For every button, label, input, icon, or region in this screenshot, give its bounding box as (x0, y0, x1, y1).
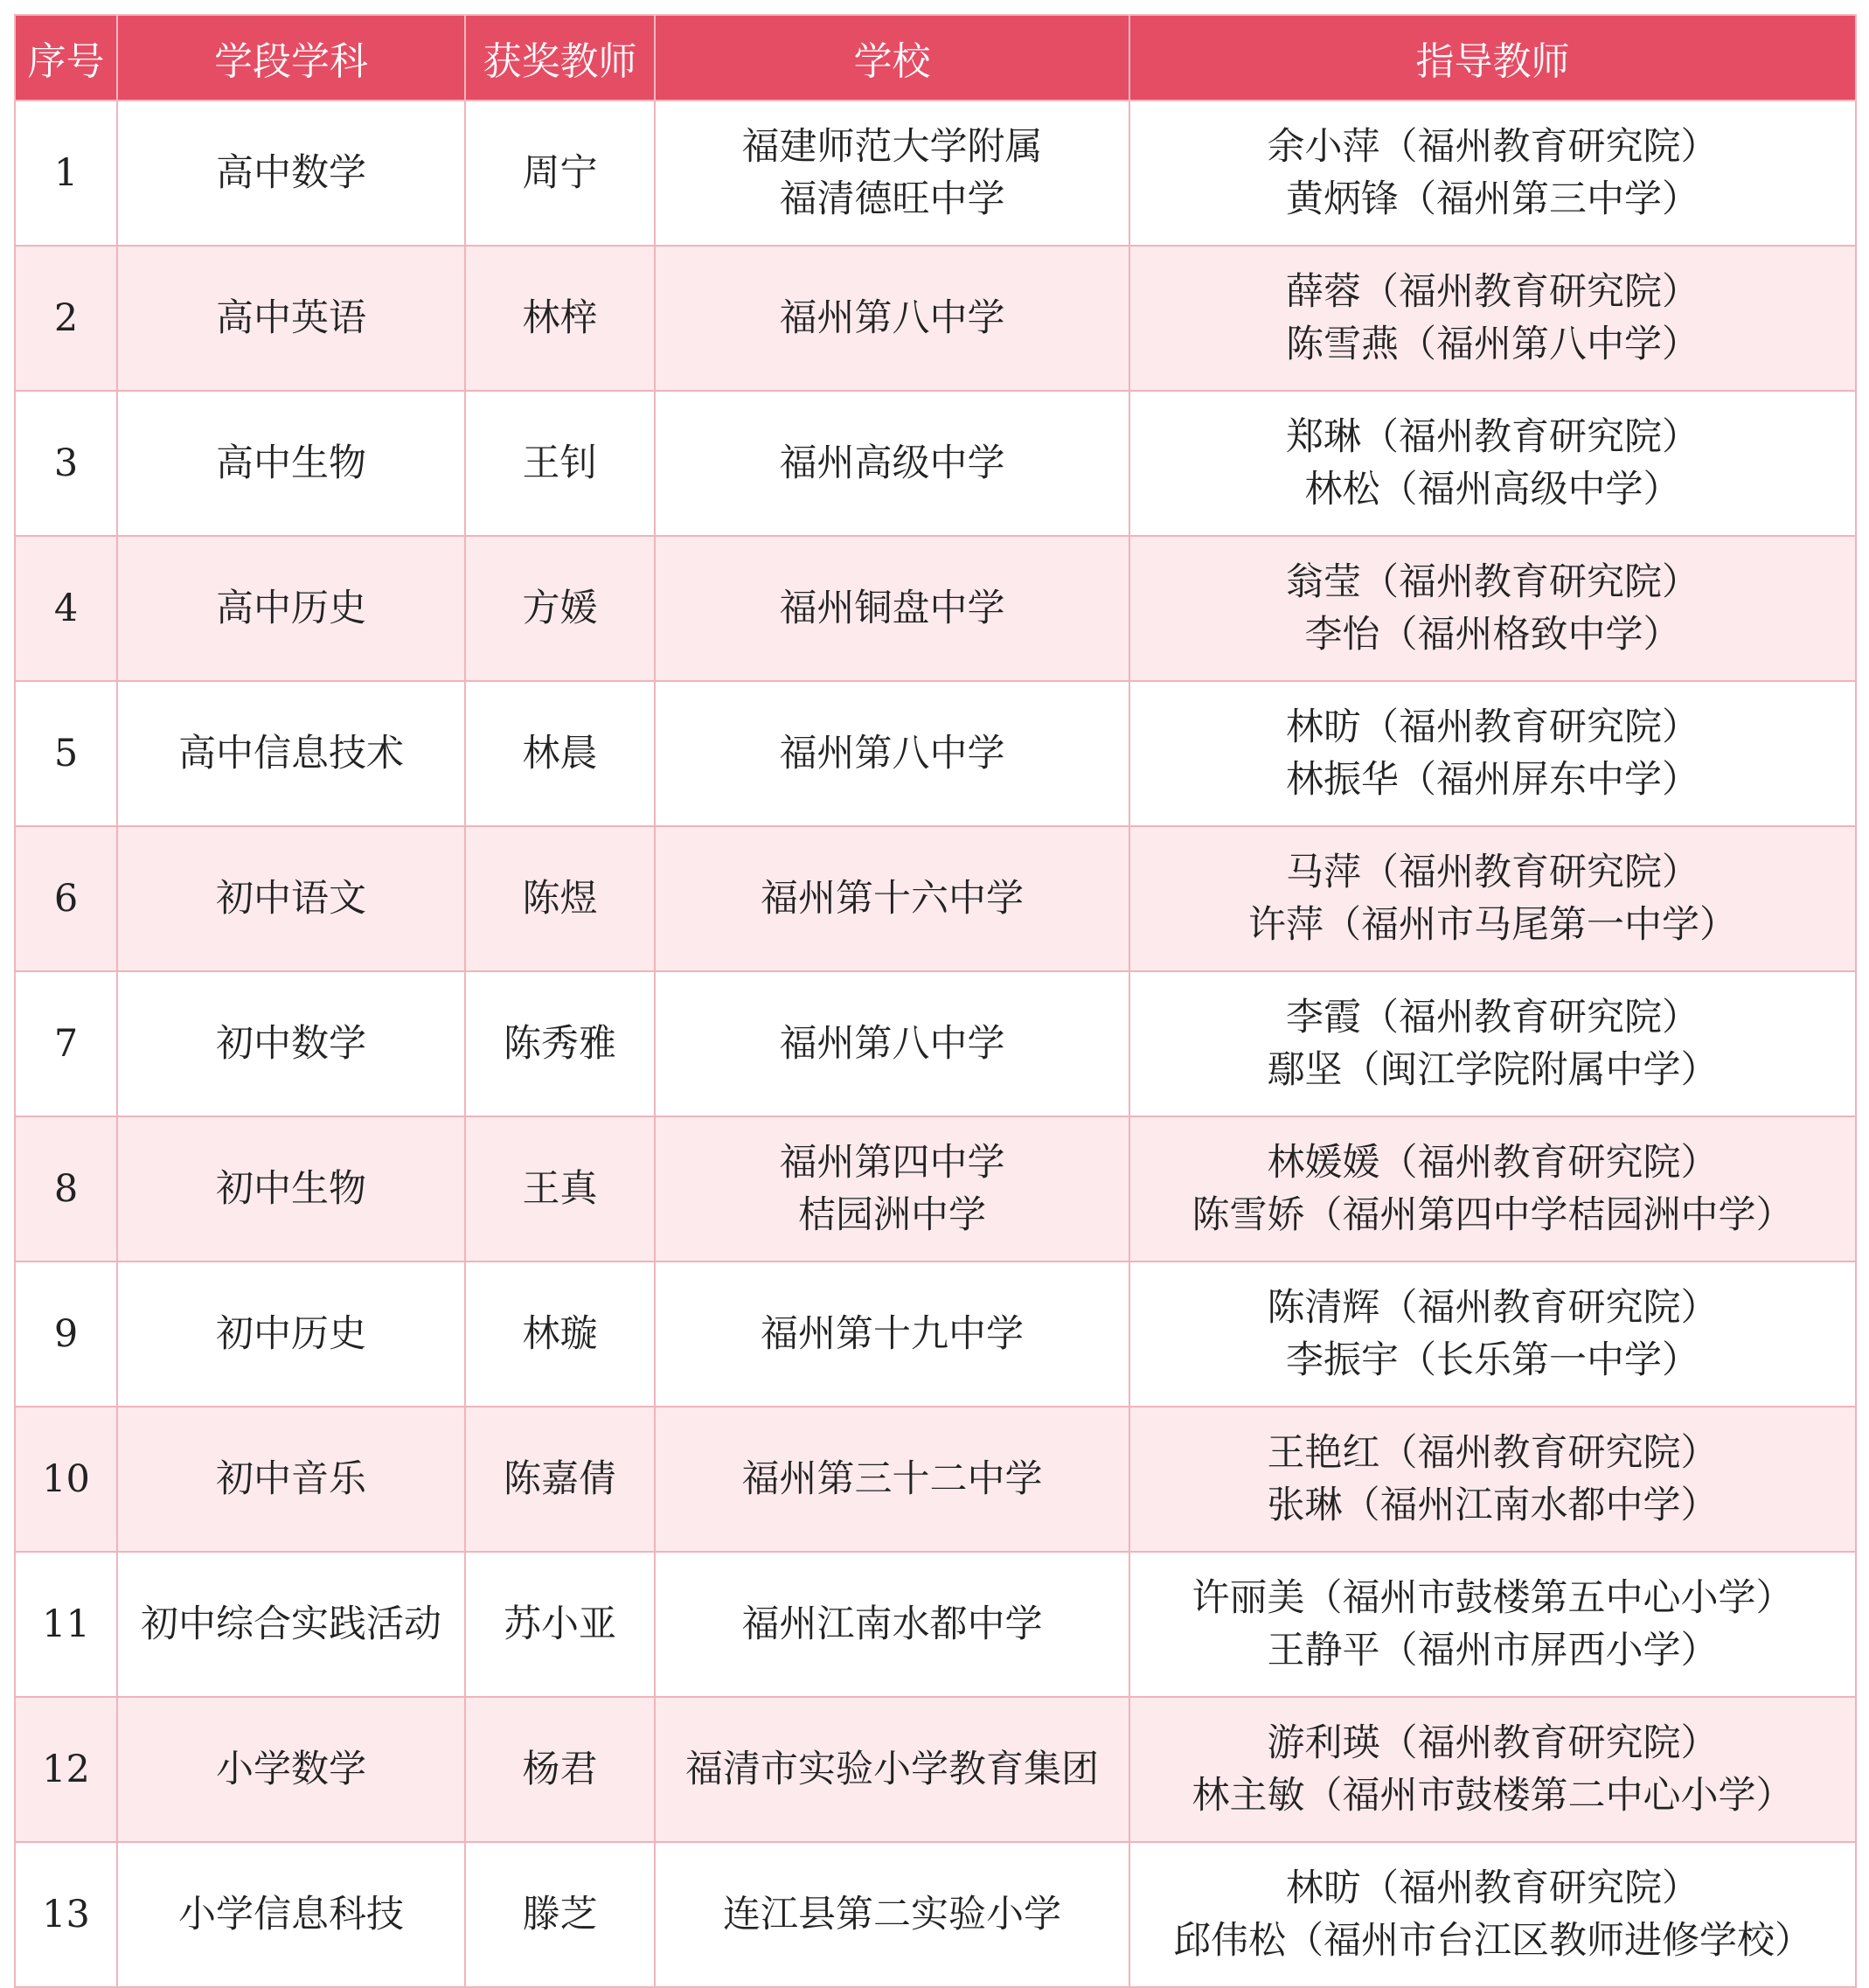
awards-table (14, 14, 1857, 1988)
header-index: 序号 (15, 15, 117, 101)
school-line: 福州第三十二中学 (741, 1457, 1043, 1501)
mentor-line: 马萍（福州教育研究院） (1286, 851, 1699, 894)
table-row (15, 1842, 1856, 1987)
cell-mentors (1129, 1552, 1856, 1697)
table-body (15, 101, 1856, 1987)
cell-mentors (1129, 1116, 1856, 1262)
cell-mentors (1129, 536, 1856, 681)
cell-subject: 高中历史 (117, 536, 465, 681)
table-header-row (15, 15, 1856, 101)
cell-teacher: 杨君 (465, 1697, 655, 1842)
cell-index: 5 (15, 681, 117, 826)
header-teacher: 获奖教师 (465, 15, 655, 101)
cell-teacher: 林晨 (465, 681, 655, 826)
mentor-line: 陈雪燕（福州第八中学） (1286, 323, 1699, 366)
table-row (15, 1116, 1856, 1262)
cell-school (655, 246, 1129, 391)
cell-school (655, 1842, 1129, 1987)
cell-teacher: 滕芝 (465, 1842, 655, 1987)
school-line: 福州江南水都中学 (741, 1602, 1043, 1646)
mentor-line: 许萍（福州市马尾第一中学） (1248, 903, 1737, 947)
header-mentors: 指导教师 (1129, 15, 1856, 101)
school-line: 福州高级中学 (779, 441, 1005, 485)
mentor-line: 李振宇（长乐第一中学） (1286, 1338, 1699, 1382)
cell-mentors (1129, 826, 1856, 971)
mentor-line: 邱伟松（福州市台江区教师进修学校） (1173, 1919, 1812, 1963)
cell-teacher: 王真 (465, 1116, 655, 1262)
school-line: 福州第八中学 (779, 732, 1005, 775)
header-subject: 学段学科 (117, 15, 465, 101)
cell-school (655, 1407, 1129, 1552)
table-row (15, 826, 1856, 971)
mentor-line: 张琳（福州江南水都中学） (1267, 1484, 1719, 1527)
cell-school (655, 826, 1129, 971)
mentor-line: 王艳红（福州教育研究院） (1267, 1431, 1719, 1475)
cell-subject: 初中综合实践活动 (117, 1552, 465, 1697)
cell-index: 9 (15, 1262, 117, 1407)
school-line: 福州第八中学 (779, 1022, 1005, 1066)
cell-index: 11 (15, 1552, 117, 1697)
cell-subject: 高中生物 (117, 391, 465, 536)
school-line: 福州第四中学 (779, 1141, 1005, 1185)
cell-school (655, 1552, 1129, 1697)
mentor-line: 余小萍（福州教育研究院） (1267, 125, 1719, 169)
cell-mentors (1129, 1407, 1856, 1552)
school-line: 福清德旺中学 (779, 177, 1005, 221)
table-row (15, 1262, 1856, 1407)
mentor-line: 许丽美（福州市鼓楼第五中心小学） (1192, 1576, 1794, 1620)
cell-teacher: 陈嘉倩 (465, 1407, 655, 1552)
cell-school (655, 971, 1129, 1116)
table-row (15, 536, 1856, 681)
cell-subject: 小学数学 (117, 1697, 465, 1842)
cell-index: 3 (15, 391, 117, 536)
mentor-line: 鄢坚（闽江学院附属中学） (1267, 1048, 1719, 1092)
table-row (15, 391, 1856, 536)
cell-mentors (1129, 391, 1856, 536)
school-line: 福清市实验小学教育集团 (685, 1748, 1099, 1791)
cell-subject: 初中生物 (117, 1116, 465, 1262)
cell-index: 7 (15, 971, 117, 1116)
cell-teacher: 方媛 (465, 536, 655, 681)
cell-mentors (1129, 971, 1856, 1116)
mentor-line: 翁莹（福州教育研究院） (1286, 560, 1699, 604)
school-line: 福州第八中学 (779, 296, 1005, 340)
cell-index: 2 (15, 246, 117, 391)
awards-table-container (14, 14, 1855, 1988)
school-line: 福建师范大学附属 (741, 125, 1043, 169)
cell-subject: 初中语文 (117, 826, 465, 971)
school-line: 福州第十六中学 (761, 877, 1024, 921)
cell-subject: 高中信息技术 (117, 681, 465, 826)
cell-mentors (1129, 1697, 1856, 1842)
cell-school (655, 101, 1129, 246)
cell-school (655, 681, 1129, 826)
cell-subject: 高中数学 (117, 101, 465, 246)
mentor-line: 黄炳锋（福州第三中学） (1286, 177, 1699, 221)
cell-teacher: 林璇 (465, 1262, 655, 1407)
table-row (15, 681, 1856, 826)
cell-school (655, 391, 1129, 536)
cell-teacher: 王钊 (465, 391, 655, 536)
mentor-line: 林振华（福州屏东中学） (1286, 758, 1699, 802)
cell-teacher: 陈煜 (465, 826, 655, 971)
table-row (15, 246, 1856, 391)
cell-index: 10 (15, 1407, 117, 1552)
mentor-line: 王静平（福州市屏西小学） (1267, 1629, 1719, 1672)
table-row (15, 1407, 1856, 1552)
cell-school (655, 1262, 1129, 1407)
mentor-line: 林媛媛（福州教育研究院） (1267, 1141, 1719, 1185)
cell-teacher: 林梓 (465, 246, 655, 391)
school-line: 连江县第二实验小学 (723, 1893, 1061, 1936)
cell-index: 4 (15, 536, 117, 681)
school-line: 福州第十九中学 (761, 1312, 1024, 1356)
table-row (15, 1697, 1856, 1842)
table-row (15, 1552, 1856, 1697)
header-school: 学校 (655, 15, 1129, 101)
school-line: 桔园洲中学 (798, 1193, 986, 1237)
cell-mentors (1129, 101, 1856, 246)
cell-subject: 小学信息科技 (117, 1842, 465, 1987)
mentor-line: 李霞（福州教育研究院） (1286, 996, 1699, 1039)
cell-school (655, 536, 1129, 681)
cell-mentors (1129, 246, 1856, 391)
cell-school (655, 1116, 1129, 1262)
cell-index: 12 (15, 1697, 117, 1842)
cell-teacher: 陈秀雅 (465, 971, 655, 1116)
school-line: 福州铜盘中学 (779, 587, 1005, 630)
mentor-line: 陈雪娇（福州第四中学桔园洲中学） (1192, 1193, 1794, 1237)
cell-mentors (1129, 1842, 1856, 1987)
cell-subject: 初中音乐 (117, 1407, 465, 1552)
mentor-line: 李怡（福州格致中学） (1304, 613, 1681, 657)
cell-teacher: 周宁 (465, 101, 655, 246)
table-row (15, 101, 1856, 246)
cell-mentors (1129, 681, 1856, 826)
cell-school (655, 1697, 1129, 1842)
mentor-line: 林昉（福州教育研究院） (1286, 1866, 1699, 1910)
mentor-line: 薛蓉（福州教育研究院） (1286, 270, 1699, 314)
cell-index: 1 (15, 101, 117, 246)
cell-teacher: 苏小亚 (465, 1552, 655, 1697)
cell-subject: 初中历史 (117, 1262, 465, 1407)
mentor-line: 陈清辉（福州教育研究院） (1267, 1286, 1719, 1330)
cell-index: 6 (15, 826, 117, 971)
cell-subject: 初中数学 (117, 971, 465, 1116)
mentor-line: 游利瑛（福州教育研究院） (1267, 1721, 1719, 1765)
cell-index: 8 (15, 1116, 117, 1262)
cell-subject: 高中英语 (117, 246, 465, 391)
mentor-line: 郑琳（福州教育研究院） (1286, 415, 1699, 459)
mentor-line: 林主敏（福州市鼓楼第二中心小学） (1192, 1774, 1794, 1818)
mentor-line: 林松（福州高级中学） (1304, 468, 1681, 511)
mentor-line: 林昉（福州教育研究院） (1286, 706, 1699, 749)
cell-mentors (1129, 1262, 1856, 1407)
cell-index: 13 (15, 1842, 117, 1987)
table-row (15, 971, 1856, 1116)
